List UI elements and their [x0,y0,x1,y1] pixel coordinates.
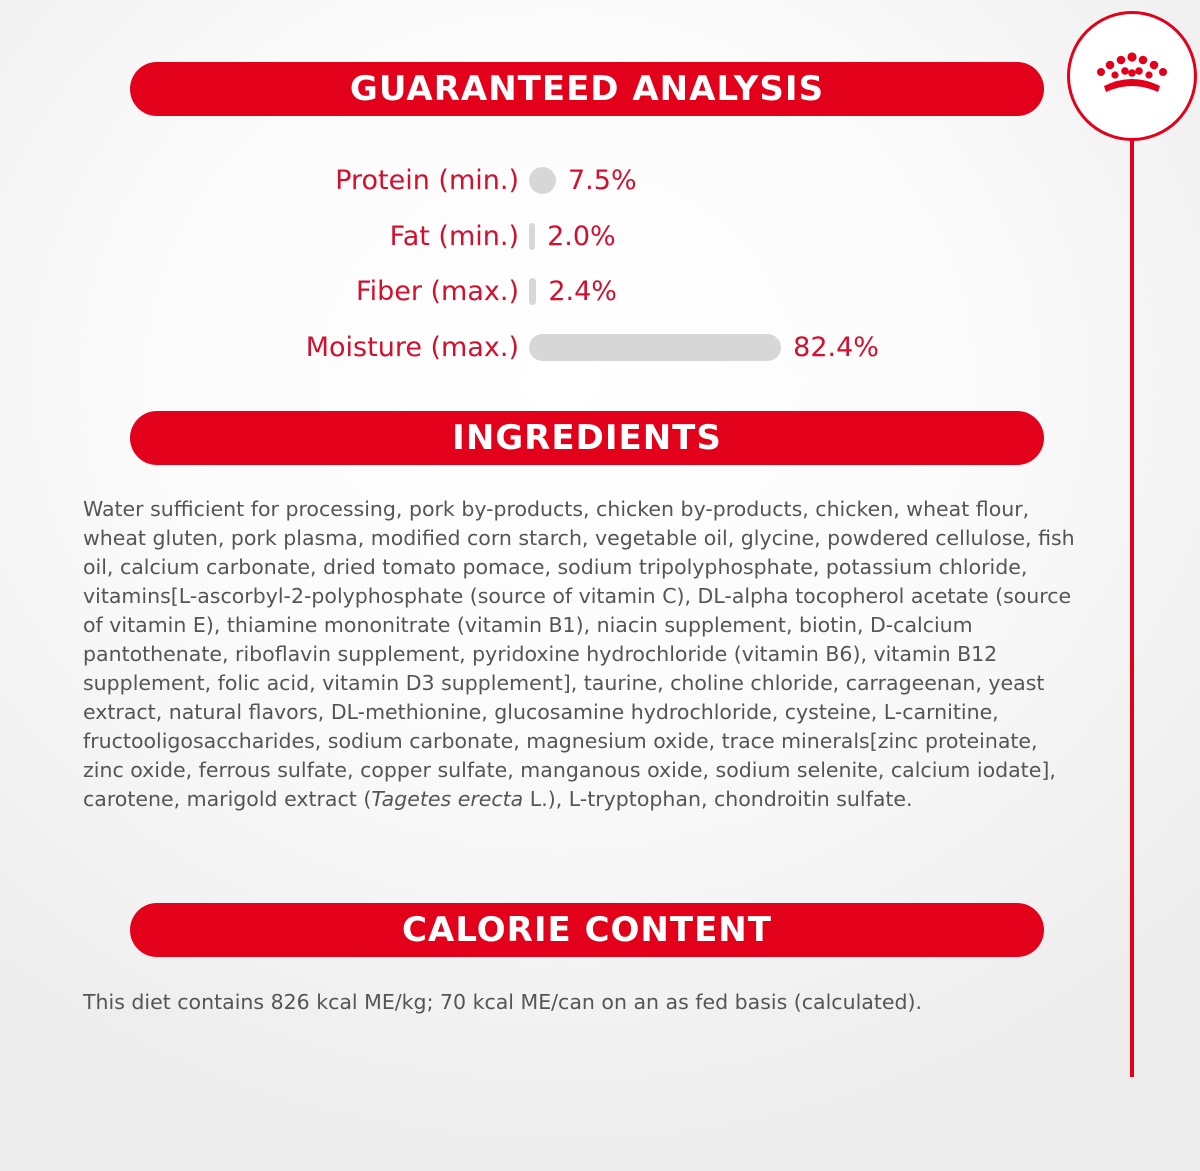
ingredients-text-part: Water sufficient for processing, pork by-products, chicken by-products, chicken, wheat flour, wheat gluten, pork plasma, modified corn starch, vegetable oil, glycine, powdered cellulose, fish oil, calcium carbonate, dried tomato pomace, sodium tripolyphosphate, potassium chloride, vitamins[L-ascorbyl-2-polyphosphate (source of vitamin C), DL-alpha tocopherol acetate (source of vitamin E), thiamine mononitrate (vitamin B1), niacin supplement, biotin, D-calcium pantothenate, riboflavin supplement, pyridoxine hydrochloride (vitamin B6), vitamin B12 supplement, folic acid, vitamin D3 supplement], taurine, choline chloride, carrageenan, yeast extract, natural flavors, DL-methionine, glucosamine hydrochloride, cysteine, L-carnitine, fructooligosaccharides, sodium carbonate, magnesium oxide, trace minerals[zinc proteinate, zinc oxide, ferrous sulfate, copper sulfate, manganous oxide, sodium selenite, calcium iodate], carotene, marigold extract ( [83,497,1075,811]
analysis-bar [529,278,536,305]
analysis-value: 2.0% [547,221,616,252]
analysis-row-fat [0,215,1200,259]
calorie-content-header [130,903,1044,957]
analysis-value: 2.4% [548,276,617,307]
analysis-row-fiber [0,270,1200,314]
analysis-value: 82.4% [793,332,879,363]
calorie-content-title: CALORIE CONTENT [402,910,772,950]
guaranteed-analysis-header [130,62,1044,116]
brand-logo [1067,11,1197,141]
analysis-row-moisture [0,326,1200,370]
analysis-value: 7.5% [568,165,637,196]
ingredients-header [130,411,1044,465]
analysis-bar [529,223,535,250]
analysis-label: Moisture (max.) [305,332,519,363]
crown-icon [1070,14,1194,138]
guaranteed-analysis-title: GUARANTEED ANALYSIS [349,69,825,109]
analysis-bar [529,167,556,194]
analysis-bar [529,334,781,361]
ingredients-title: INGREDIENTS [452,418,722,458]
calorie-text: This diet contains 826 kcal ME/kg; 70 kcal ME/can on an as fed basis (calculated). [83,990,923,1014]
analysis-label: Fiber (max.) [356,276,519,307]
analysis-label: Fat (min.) [389,221,519,252]
analysis-row-protein [0,159,1200,203]
ingredients-text-part: L.), L-tryptophan, chondroitin sulfate. [523,787,913,811]
ingredients-text-italic: Tagetes erecta [371,787,524,811]
analysis-label: Protein (min.) [335,165,519,196]
ingredients-text [83,495,1083,814]
